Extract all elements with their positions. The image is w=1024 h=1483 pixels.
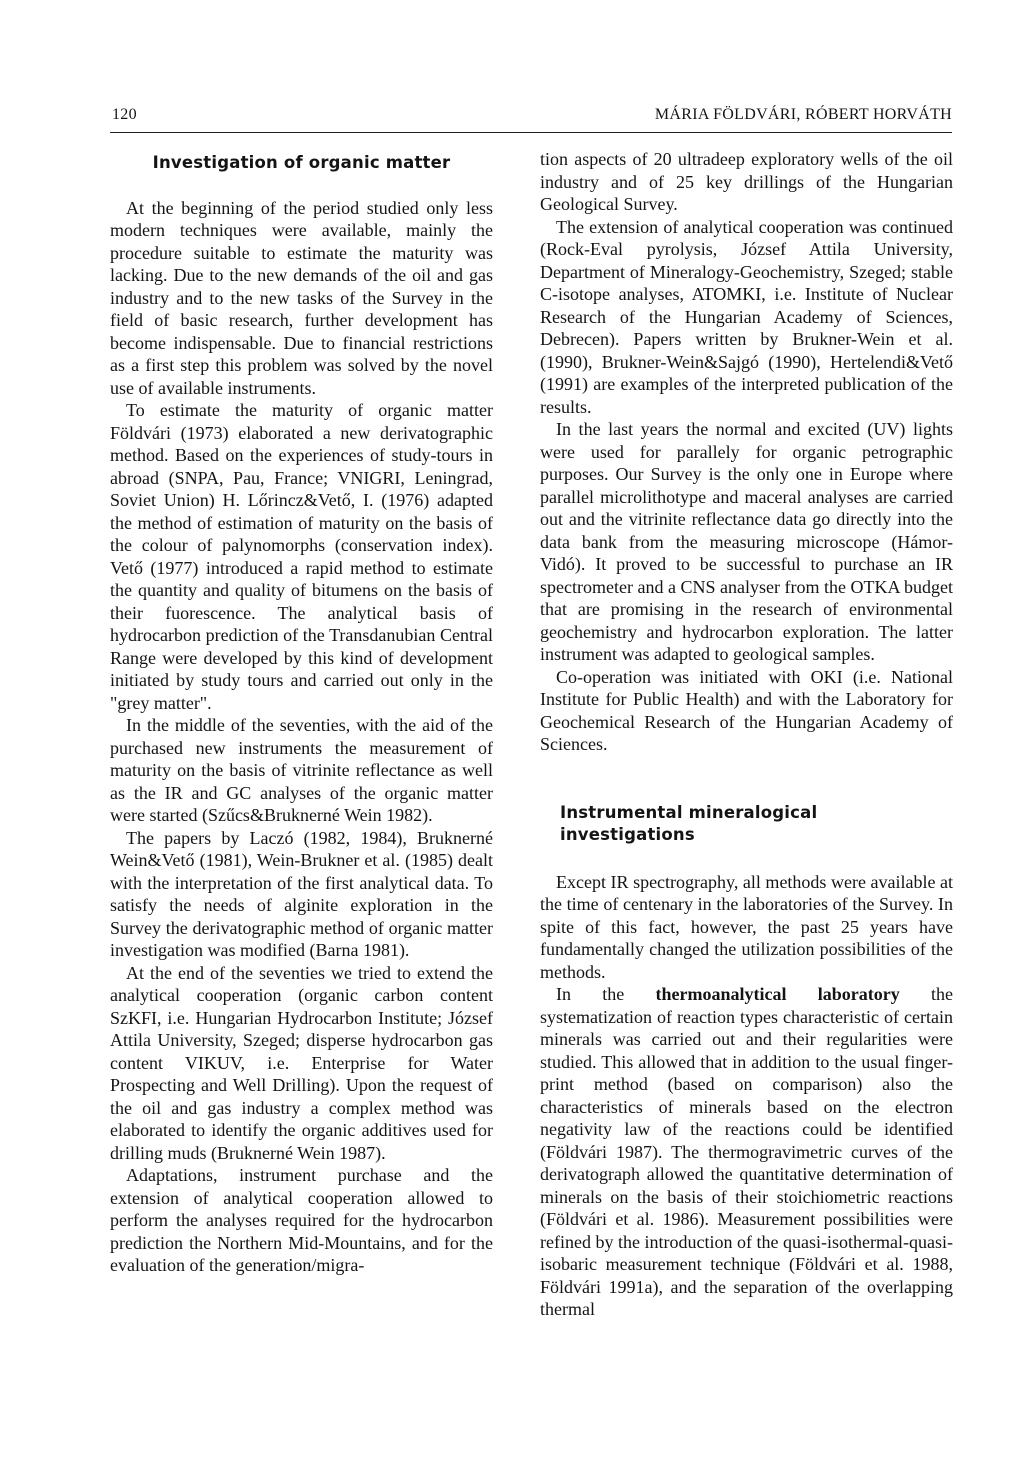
paragraph: In the middle of the seventies, with the aid of the purchased new instruments the measurement of maturity on the basis of vitrinite reflectance as well as the IR and GC analyses of the organic matter were started (Szűcs&Bruknerné Wein 1982). (110, 715, 493, 825)
paragraph: The papers by Laczó (1982, 1984), Bruknerné Wein&Vető (1981), Wein-Brukner et al. (1985) dealt with the interpretation of the first analytical data. To satisfy the needs of alginite exploration in the Survey the derivatographic method of organic matter investigation was modified (Barna 1981). (110, 827, 493, 960)
paragraph: To estimate the maturity of organic matter Földvári (1973) elaborated a new derivatographic method. Based on the experiences of study-tours in abroad (SNPA, Pau, France; VNIGRI, Leningrad, Soviet Union) H. Lőrincz&Vető, I. (1976) adapted the method of estimation of maturity on the basis of the colour of palynomorphs (conservation index). Vető (1977) introduced a rapid method to estimate the quantity and quality of bitumens on the basis of their fuorescence. The analytical basis of hydrocarbon prediction of the Transdanubian Central Range were developed by this kind of development initiated by study tours and carried out only in the "grey matter". (110, 400, 493, 713)
paragraph: Except IR spectrography, all methods were available at the time of centenary in the laboratories of the Survey. In spite of this fact, however, the past 25 years have fundamentally changed the utilization possibilities of the methods. (540, 871, 953, 982)
paragraph: In the last years the normal and excited (UV) lights were used for parallely for organic petrographic purposes. Our Survey is the only one in Europe where parallel microlithotype and maceral analyses are carried out and the vitrinite reflectance data go directly into the data bank from the measuring microscope (Hámor-Vidó). It proved to be successful to purchase an IR spectrometer and a CNS analyser from the OTKA budget that are promising in the research of environmental geochemistry and hydrocarbon exploration. The latter instrument was adapted to geological samples. (540, 419, 953, 664)
paragraph: The extension of analytical cooperation was continued (Rock-Eval pyrolysis, József Attila University, Department of Mineralogy-Geochemistry, Szeged; stable C-isotope analyses, ATOMKI, i.e. Institute of Nuclear Research of the Hungarian Academy of Sciences, Debrecen). Papers written by Brukner-Wein et al. (1990), Brukner-Wein&Sajgó (1990), Hertelendi&Vető (1991) are examples of the interpreted publication of the results. (540, 216, 953, 417)
paragraph: At the beginning of the period studied only less modern techniques were available, mainly the procedure suitable to estimate the maturity was lacking. Due to the new demands of the oil and gas industry and to the new tasks of the Survey in the field of basic research, further development has become indispensable. Due to financial restrictions as a first step this problem was solved by the novel use of available instruments. (110, 197, 493, 398)
paragraph: At the end of the seventies we tried to extend the analytical cooperation (organic carbon content SzKFI, i.e. Hungarian Hydrocarbon Institute; József Attila University, Szeged; disperse hydrocarbon gas content VIKUV, i.e. Enterprise for Water Prospecting and Well Drilling). Upon the request of the oil and gas industry a complex method was elaborated to identify the organic additives used for drilling muds (Bruknerné Wein 1987). (110, 962, 493, 1163)
page-number: 120 (112, 106, 137, 123)
bold-term: thermoanalytical laboratory (655, 984, 900, 1004)
paragraph (540, 983, 953, 1321)
right-column (540, 148, 953, 1321)
text-run: the systematization of reaction types characteristic of certain minerals was carried out and their regularities were studied. This allowed that in addition to the usual finger-print method (based on comparison) also the characteristics of minerals based on the electron negativity law of the reactions could be identified (Földvári 1987). The thermogravimetric curves of the derivatograph allowed the quantitative determination of minerals on the basis of their stoichiometric reactions (Földvári et al. 1986). Measurement possibilities were refined by the introduction of the quasi-isothermal-quasi-isobaric measurement technique (Földvári et al. 1988, Földvári 1991a), and the separation of the overlapping thermal (540, 984, 954, 1319)
left-column (110, 148, 493, 1277)
section-heading-organic-matter: Investigation of organic matter (152, 153, 451, 172)
section-heading-mineralogical: Instrumental mineralogical investigations (560, 802, 818, 844)
paragraph: Adaptations, instrument purchase and the extension of analytical cooperation allowed to perform the analyses required for the hydrocarbon prediction the Northern Mid-Mountains, and for the evaluation of the generation/migra- (110, 1165, 493, 1275)
paragraph: Co-operation was initiated with OKI (i.e. National Institute for Public Health) and with the Laboratory for Geochemical Research of the Hungarian Academy of Sciences. (540, 666, 953, 754)
text-run: In the (556, 984, 656, 1004)
page-header (110, 104, 952, 133)
running-head: MÁRIA FÖLDVÁRI, RÓBERT HORVÁTH (654, 106, 952, 123)
paragraph-continued: tion aspects of 20 ultradeep exploratory wells of the oil industry and of 25 key drillings of the Hungarian Geological Survey. (540, 149, 953, 214)
